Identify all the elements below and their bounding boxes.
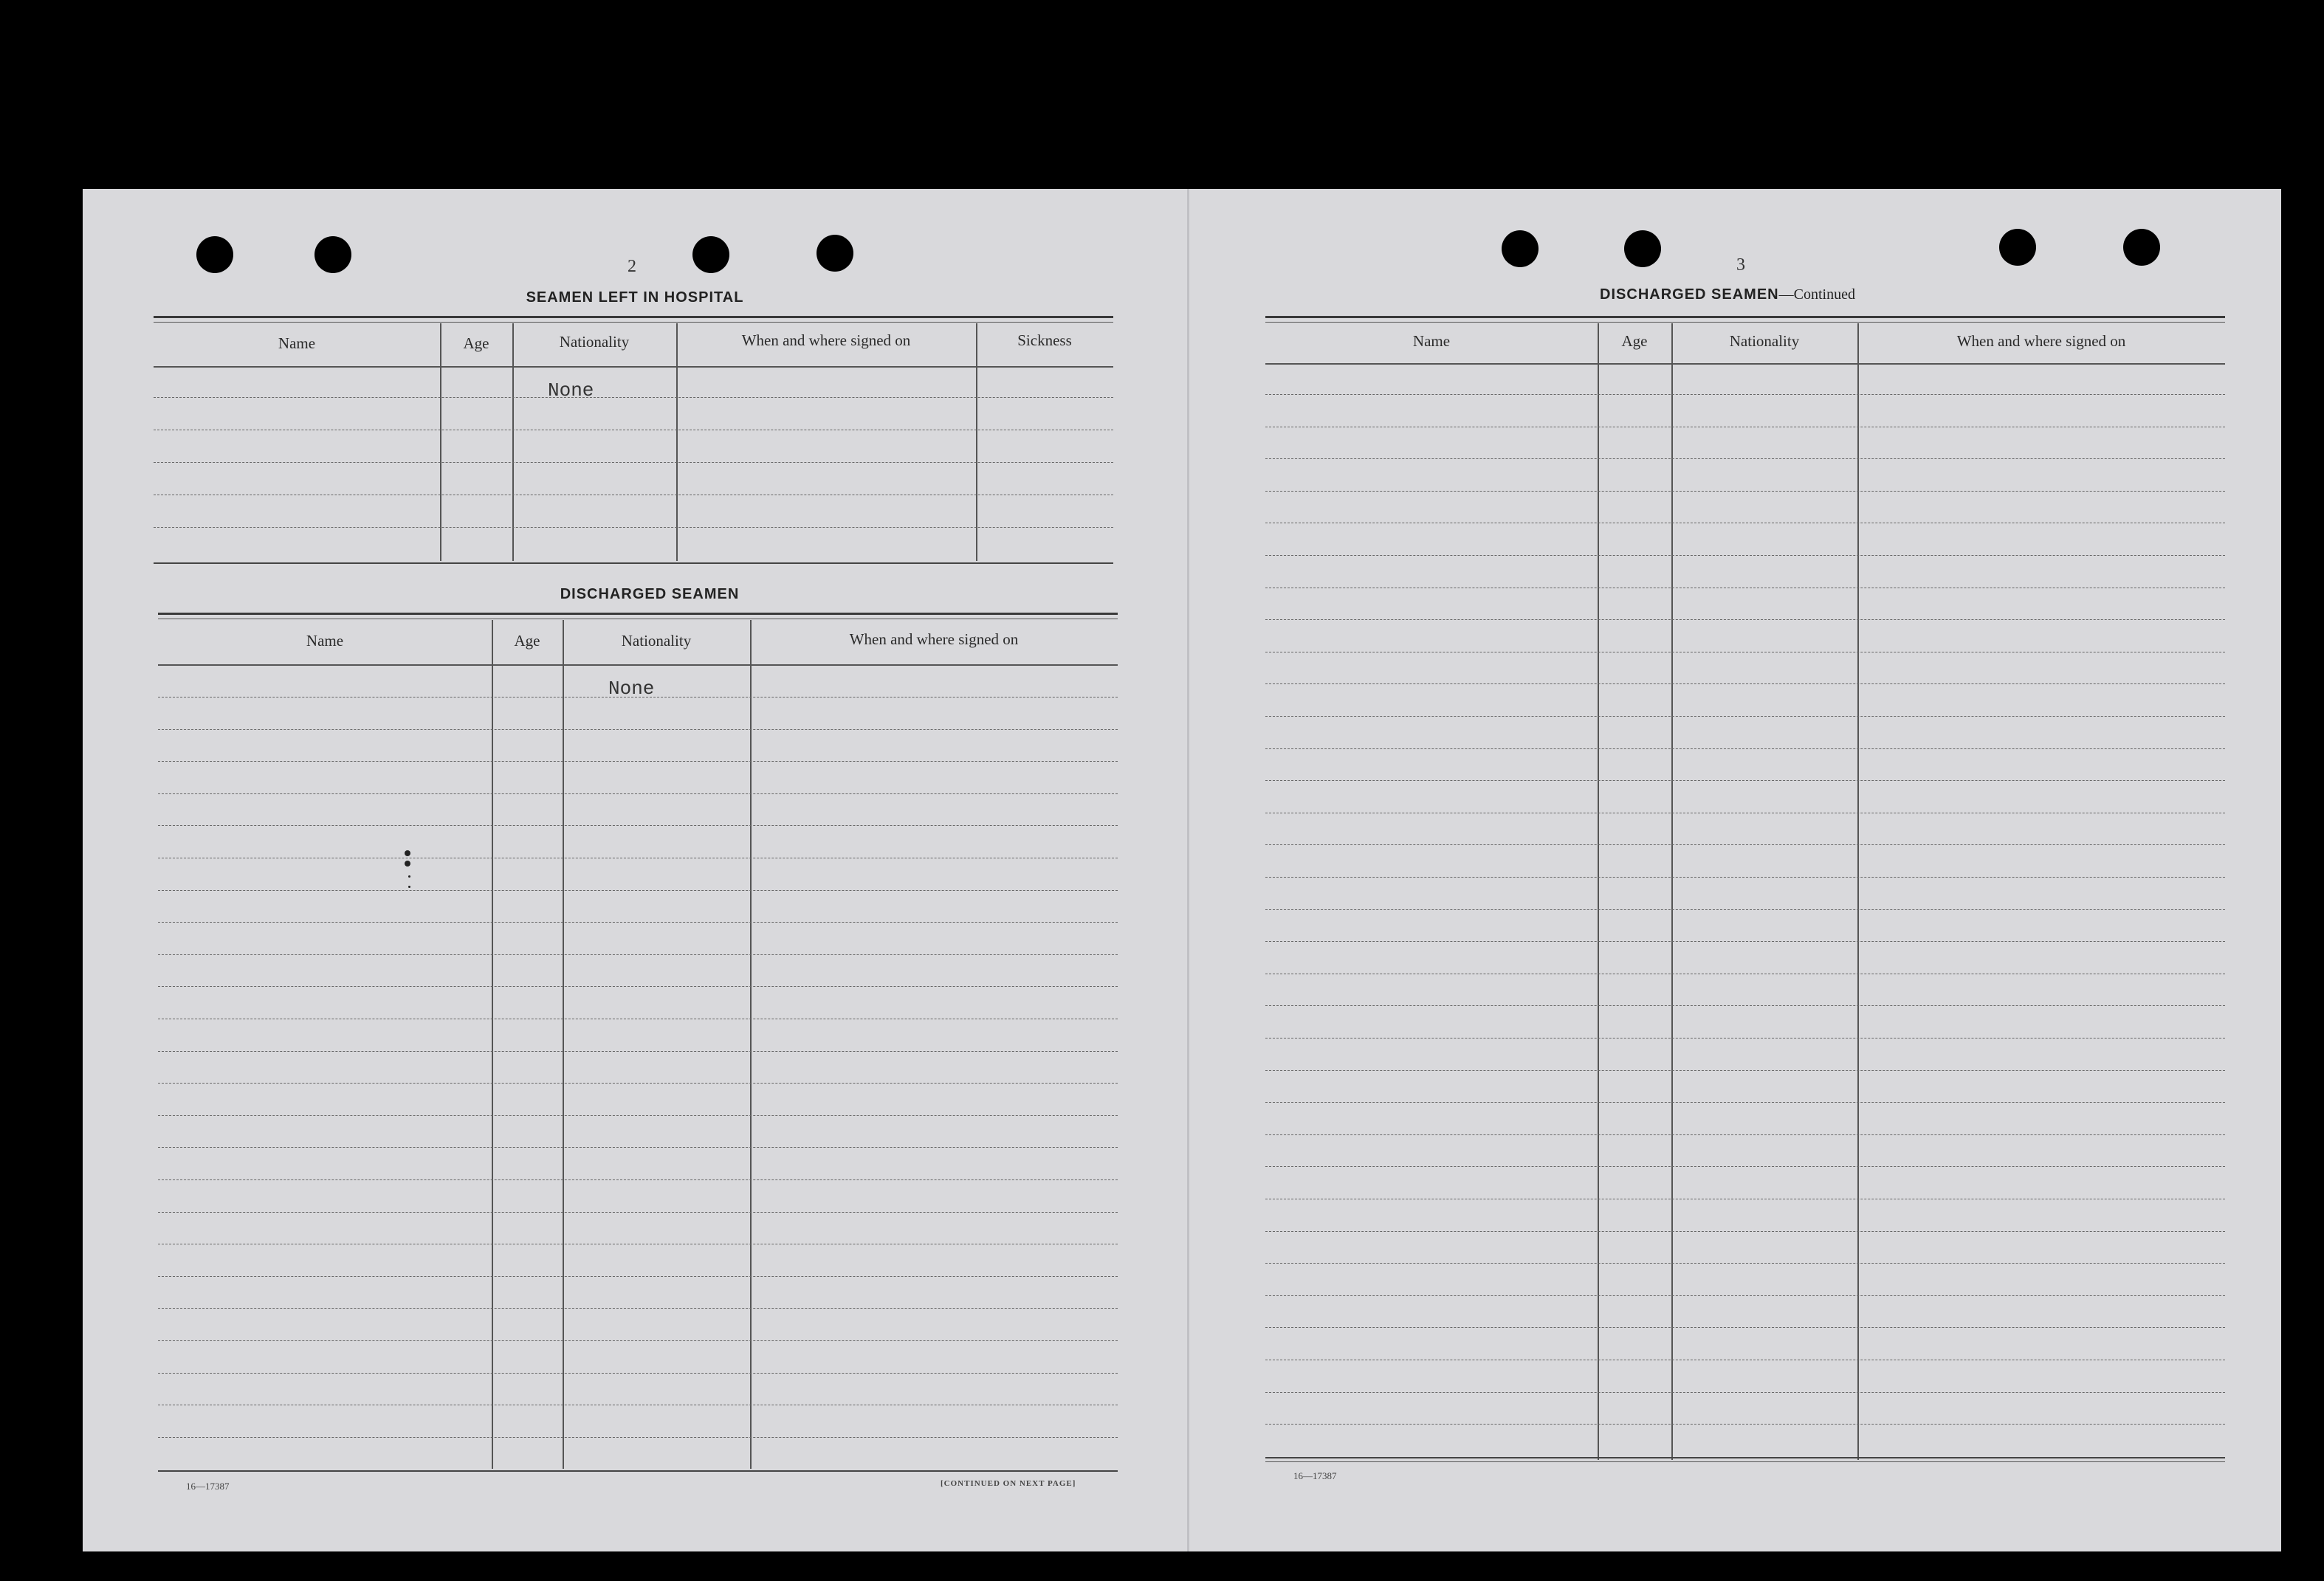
row-line (158, 793, 1118, 794)
table-top-rule (1265, 322, 2225, 323)
page-number-left: 2 (628, 257, 636, 276)
row-line (154, 397, 1113, 398)
row-line (158, 1340, 1118, 1341)
row-line (1265, 716, 2225, 717)
row-line (154, 462, 1113, 463)
column-header-name: Name (1412, 332, 1451, 350)
row-line (1265, 1263, 2225, 1264)
column-divider (750, 620, 752, 1469)
row-line (1265, 1134, 2225, 1135)
row-line (1265, 748, 2225, 749)
column-header-nationality: Nationality (621, 632, 692, 650)
row-line (1265, 394, 2225, 395)
row-line (1265, 1102, 2225, 1103)
column-divider (1671, 323, 1673, 1460)
row-line (1265, 555, 2225, 556)
column-header-nationality: Nationality (1729, 332, 1800, 350)
column-divider (440, 323, 441, 561)
column-header-nationality: Nationality (559, 333, 630, 351)
row-line (1265, 491, 2225, 492)
table-bottom-rule (1265, 1461, 2225, 1462)
column-divider (563, 620, 564, 1469)
continued-suffix: —Continued (1778, 286, 1855, 303)
row-line (158, 890, 1118, 891)
table-top-rule (154, 316, 1113, 318)
row-line (158, 954, 1118, 955)
form-number-left: 16—17387 (186, 1481, 230, 1492)
row-line (1265, 844, 2225, 845)
hospital-table (154, 316, 1113, 567)
column-header-age: Age (514, 632, 540, 650)
hospital-none-entry: None (548, 379, 594, 402)
header-divider (154, 366, 1113, 368)
punch-hole (314, 236, 351, 273)
row-line (1265, 877, 2225, 878)
page-fold (1187, 189, 1189, 1551)
punch-hole (2123, 229, 2160, 266)
row-line (158, 1373, 1118, 1374)
row-line (158, 1147, 1118, 1148)
column-divider (1857, 323, 1859, 1460)
table-top-rule (1265, 316, 2225, 318)
ink-speck (405, 850, 410, 856)
discharged-table-left (158, 613, 1118, 1476)
table-top-rule (158, 613, 1118, 615)
column-header-sickness: Sickness (1017, 331, 1072, 349)
row-line (1265, 1005, 2225, 1006)
form-number-right: 16—17387 (1293, 1470, 1337, 1481)
row-line (158, 1276, 1118, 1277)
row-line (1265, 1070, 2225, 1071)
column-header-name: Name (306, 632, 344, 650)
row-line (158, 1051, 1118, 1052)
column-header-age: Age (463, 334, 489, 352)
row-line (158, 825, 1118, 826)
column-header-age: Age (1621, 332, 1648, 350)
punch-hole (692, 236, 729, 273)
row-line (154, 527, 1113, 528)
row-line (1265, 1392, 2225, 1393)
page-number-right: 3 (1736, 255, 1745, 275)
row-line (1265, 619, 2225, 620)
row-line (1265, 909, 2225, 910)
column-header-name: Name (278, 334, 316, 352)
column-header-signed-on: When and where signed on (849, 630, 1019, 648)
row-line (158, 1083, 1118, 1084)
row-line (158, 1179, 1118, 1180)
hospital-section-title: SEAMEN LEFT IN HOSPITAL (526, 289, 744, 306)
row-line (1265, 458, 2225, 459)
row-line (158, 1212, 1118, 1213)
row-line (1265, 780, 2225, 781)
row-line (158, 1308, 1118, 1309)
column-header-signed-on: When and where signed on (1956, 332, 2126, 350)
header-divider (1265, 363, 2225, 365)
row-line (1265, 941, 2225, 942)
row-line (1265, 1231, 2225, 1232)
table-bottom-rule (158, 1470, 1118, 1472)
row-line (158, 986, 1118, 987)
ink-speck (408, 875, 410, 878)
punch-hole (196, 236, 233, 273)
punch-hole (817, 235, 853, 272)
punch-hole (1999, 229, 2036, 266)
discharged-section-title-right (1506, 286, 1949, 303)
discharged-table-right (1265, 313, 2225, 1464)
continued-note: [CONTINUED ON NEXT PAGE] (941, 1479, 1076, 1488)
column-divider (1598, 323, 1599, 1460)
ink-speck (405, 861, 410, 867)
column-header-signed-on: When and where signed on (741, 331, 911, 349)
column-divider (676, 323, 678, 561)
discharged-section-title-left: DISCHARGED SEAMEN (560, 586, 740, 602)
row-line (158, 1115, 1118, 1116)
row-line (1265, 1166, 2225, 1167)
row-line (1265, 683, 2225, 684)
punch-hole (1502, 230, 1539, 267)
column-divider (976, 323, 977, 561)
table-bottom-rule (1265, 1457, 2225, 1458)
row-line (1265, 1424, 2225, 1425)
discharged-none-entry: None (608, 678, 655, 700)
row-line (158, 1437, 1118, 1438)
row-line (1265, 1295, 2225, 1296)
column-divider (512, 323, 514, 561)
row-line (1265, 1327, 2225, 1328)
punch-hole (1624, 230, 1661, 267)
row-line (158, 761, 1118, 762)
table-bottom-rule (154, 562, 1113, 564)
discharged-title-right: DISCHARGED SEAMEN (1600, 286, 1779, 303)
column-divider (492, 620, 493, 1469)
row-line (158, 922, 1118, 923)
row-line (158, 729, 1118, 730)
table-top-rule (154, 322, 1113, 323)
header-divider (158, 664, 1118, 666)
ink-speck (408, 886, 410, 888)
